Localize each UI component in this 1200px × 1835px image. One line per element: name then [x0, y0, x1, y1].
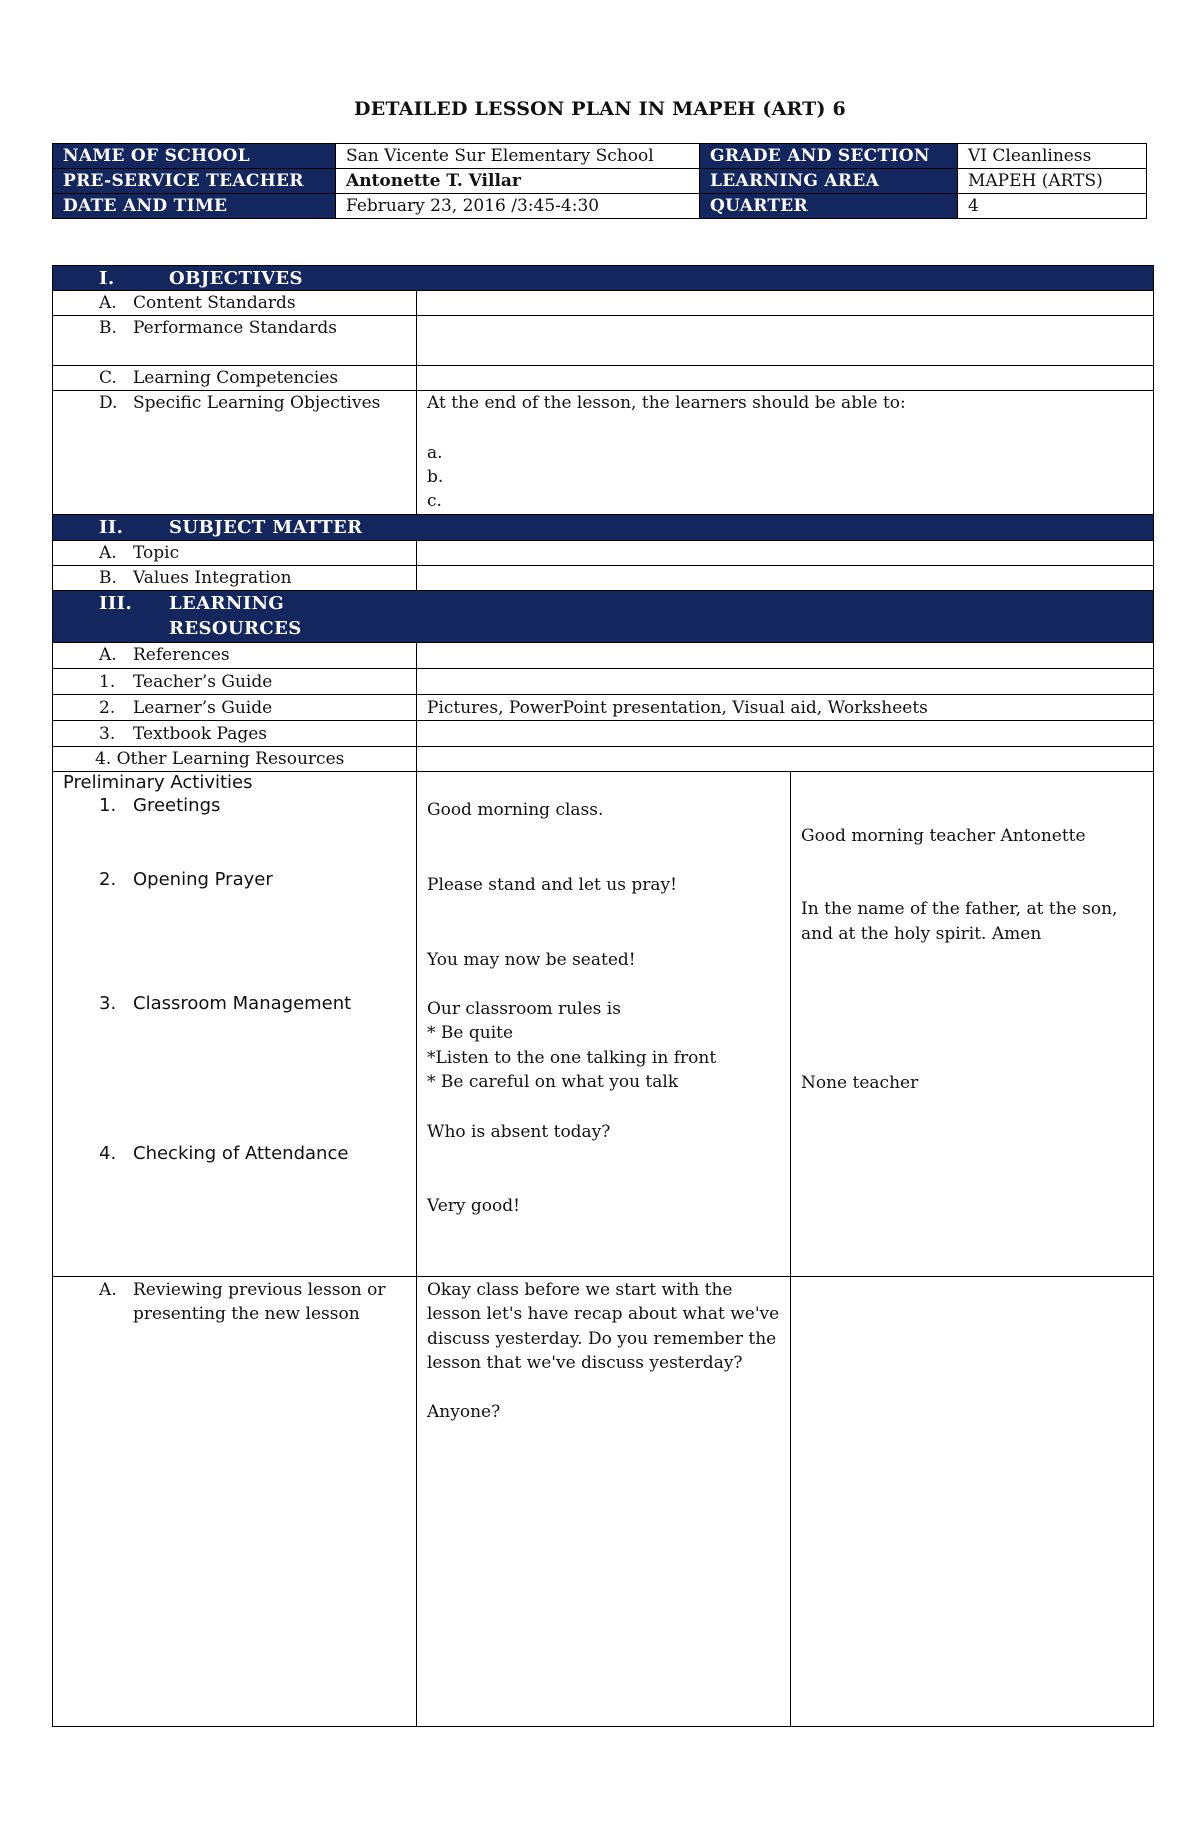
review-anyone: Anyone?: [427, 1402, 501, 1422]
review-row: [52, 1277, 1154, 1727]
table-row: A. Content Standards: [52, 291, 1154, 316]
other-resources-label: 4. Other Learning Resources: [95, 749, 345, 769]
topic-label: Topic: [133, 543, 180, 563]
grade-label: GRADE AND SECTION: [700, 144, 958, 169]
objectives-intro: At the end of the lesson, the learners should be able to:: [427, 393, 906, 413]
rule-item: * Be quite: [427, 1023, 514, 1043]
values-integration-label: Values Integration: [133, 568, 292, 588]
resources-header: III. LEARNING RESOURCES: [52, 591, 1154, 643]
lesson-table: [52, 265, 1154, 1727]
preliminary-row: [52, 772, 1154, 1277]
learners-guide-label: Learner’s Guide: [133, 698, 273, 718]
table-row: [52, 747, 1154, 772]
table-row: B. Performance Standards: [52, 316, 1154, 366]
student-prayer-line: and at the holy spirit. Amen: [801, 924, 1042, 944]
info-row: [53, 194, 1147, 219]
content-standards-label: Content Standards: [133, 293, 296, 313]
teacher-prayer: Please stand and let us pray!: [427, 875, 677, 895]
table-row: B. Values Integration: [52, 566, 1154, 591]
date-value: February 23, 2016 /3:45-4:30: [336, 194, 700, 219]
table-row: A. Topic: [52, 541, 1154, 566]
rule-item: * Be careful on what you talk: [427, 1072, 679, 1092]
rule-item: *Listen to the one talking in front: [427, 1048, 717, 1068]
review-text-line: lesson that we've discuss yesterday?: [427, 1353, 743, 1373]
teacher-very-good: Very good!: [427, 1196, 520, 1216]
objective-item-c: c.: [427, 491, 442, 511]
specific-objectives-label: Specific Learning Objectives: [133, 393, 381, 413]
review-text-line: discuss yesterday. Do you remember the: [427, 1329, 777, 1349]
objective-item-b: b.: [427, 467, 444, 487]
area-label: LEARNING AREA: [700, 169, 958, 194]
table-row: C. Learning Competencies: [52, 366, 1154, 391]
learners-guide-value: Pictures, PowerPoint presentation, Visual aid, Worksheets: [427, 698, 928, 718]
info-row: [53, 144, 1147, 169]
review-text-line: Okay class before we start with the: [427, 1280, 733, 1300]
classroom-management-item: 3. Classroom Management: [99, 993, 352, 1014]
references-label: References: [133, 645, 230, 665]
grade-value: VI Cleanliness: [958, 144, 1147, 169]
info-table: [52, 143, 1147, 219]
table-row: 3. Textbook Pages: [52, 721, 1154, 747]
school-label: NAME OF SCHOOL: [53, 144, 336, 169]
teacher-absent-question: Who is absent today?: [427, 1122, 611, 1142]
info-row: [53, 169, 1147, 194]
opening-prayer-item: 2. Opening Prayer: [99, 869, 273, 890]
teacher-rules: Our classroom rules is: [427, 999, 621, 1019]
table-row: 2. Learner’s Guide Pictures, PowerPoint presentation, Visual aid, Worksheets: [52, 695, 1154, 721]
table-row: 1. Teacher’s Guide: [52, 669, 1154, 695]
greetings-item: 1. Greetings: [99, 795, 221, 816]
student-greeting: Good morning teacher Antonette: [801, 826, 1086, 846]
school-value: San Vicente Sur Elementary School: [336, 144, 700, 169]
performance-standards-label: Performance Standards: [133, 318, 338, 338]
quarter-label: QUARTER: [700, 194, 958, 219]
student-none-answer: None teacher: [801, 1073, 919, 1093]
review-label-line: presenting the new lesson: [133, 1304, 360, 1324]
review-label: A. Reviewing previous lesson or: [99, 1280, 386, 1300]
teacher-label: PRE-SERVICE TEACHER: [53, 169, 336, 194]
quarter-value: 4: [958, 194, 1147, 219]
area-value: MAPEH (ARTS): [958, 169, 1147, 194]
table-row: D. Specific Learning Objectives At the end of the lesson, the learners should be able to: a. b. c.: [52, 391, 1154, 515]
teacher-greeting: Good morning class.: [427, 800, 604, 820]
checking-attendance-item: 4. Checking of Attendance: [99, 1143, 349, 1164]
preliminary-title: Preliminary Activities: [63, 772, 253, 793]
teacher-value: Antonette T. Villar: [336, 169, 700, 194]
objective-item-a: a.: [427, 443, 443, 463]
document-title: DETAILED LESSON PLAN IN MAPEH (ART) 6: [354, 98, 846, 120]
teachers-guide-label: Teacher’s Guide: [133, 672, 273, 692]
textbook-pages-label: Textbook Pages: [133, 724, 268, 744]
student-prayer-line: In the name of the father, at the son,: [801, 899, 1118, 919]
teacher-seated: You may now be seated!: [427, 950, 636, 970]
date-label: DATE AND TIME: [53, 194, 336, 219]
subject-header: II. SUBJECT MATTER: [52, 515, 1154, 541]
objectives-header: I. OBJECTIVES: [52, 265, 1154, 291]
table-row: A. References: [52, 643, 1154, 669]
review-text-line: lesson let's have recap about what we've: [427, 1304, 780, 1324]
learning-competencies-label: Learning Competencies: [133, 368, 339, 388]
